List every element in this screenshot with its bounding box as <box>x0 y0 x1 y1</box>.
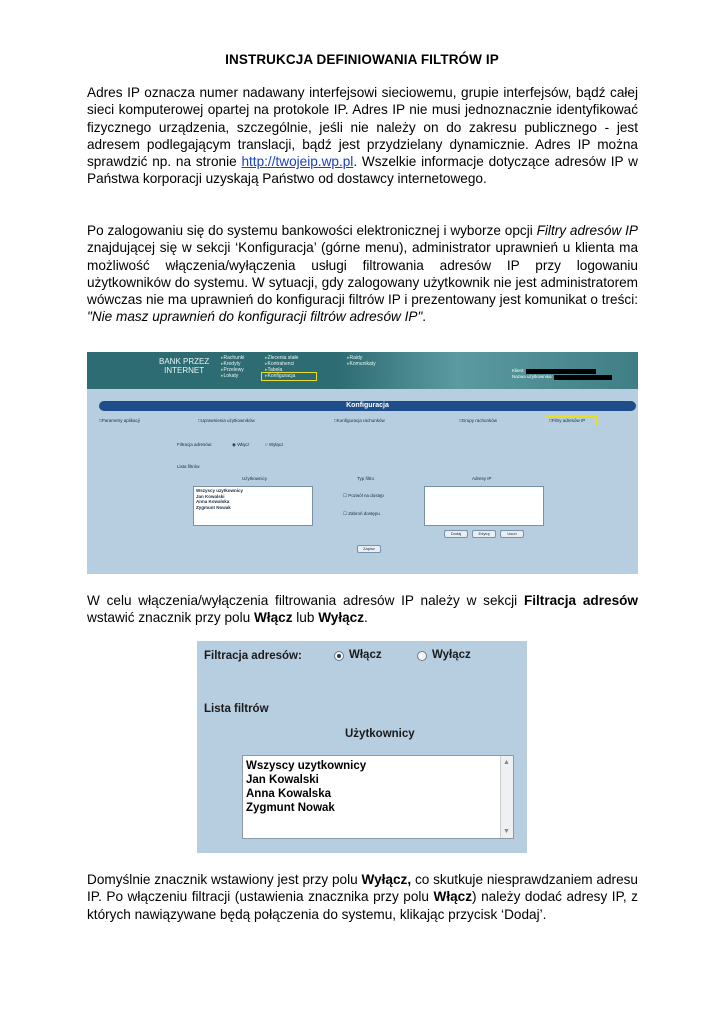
col-type: Typ filtru <box>357 476 375 481</box>
p2-text-middle: znajdującej się w sekcji ‘Konfiguracja’ (górne menu), administrator uprawnień u klienta ma możliwość włączenia/wyłączenia usługi filtrowania adresów IP przy logowaniu użytkowników do systemu. W sytuacji, gdy zalogowany użytkownik nie jest administratorem wówczas nie ma uprawnień do konfiguracji filtrów IP i prezentowany jest komunikat o treści: <box>87 240 638 308</box>
zoom-users-header: Użytkownicy <box>345 728 415 740</box>
col-ip: Adresy IP <box>472 476 492 481</box>
menu-item-tabela[interactable]: ▸ Tabela <box>265 367 298 373</box>
list-item[interactable]: Jan Kowalski <box>246 774 319 786</box>
zoom-on-label: Włącz <box>349 649 382 661</box>
col-users: Użytkownicy <box>242 476 268 481</box>
scroll-up-icon[interactable]: ▲ <box>503 759 510 766</box>
users-list[interactable] <box>193 486 313 526</box>
section-title-bar: Konfiguracja <box>99 401 636 411</box>
list-item[interactable]: Zygmunt Nowak <box>196 504 231 510</box>
ip-list[interactable] <box>424 486 544 526</box>
p1-text: Adres IP oznacza numer nadawany interfejsowi sieciowemu, grupie interfejsów, bądź całej sieci komputerowej opartej na protokole IP. Adres IP nie musi jednoznacznie identyfikować fizycznego urządzenia, szczególnie, jeśli nie należy on do zakresu publicznego - jest adresem podlegającym translacji, bądź jest przydzielany dynamicznie. Adres IP można sprawdzić np. na stronie <box>87 85 638 170</box>
list-item[interactable]: Anna Kowalska <box>196 499 230 504</box>
allow-checkbox[interactable]: ☐ Pozwól na dostęp <box>343 493 384 498</box>
radio-off[interactable]: ○ Wyłącz <box>265 442 284 447</box>
zoom-radio-off[interactable] <box>417 651 427 661</box>
app-header <box>87 352 638 389</box>
list-item[interactable]: Anna Kowalska <box>246 788 331 800</box>
zoom-users-list[interactable] <box>242 755 514 839</box>
twojeip-link[interactable]: http://twojeip.wp.pl <box>241 154 354 170</box>
menu-column-3 <box>347 355 376 367</box>
menu-item-lokaty[interactable]: ▸ Lokaty <box>221 373 244 379</box>
zoom-radio-on[interactable] <box>334 651 344 661</box>
radio-on[interactable]: ◉ Włącz <box>232 442 250 447</box>
tab-filtry-ip[interactable]: □ Filtry adresów IP <box>549 418 585 423</box>
paragraph-default-setting: Domyślnie znacznik wstawiony jest przy polu Wyłącz, co skutkuje niesprawdzaniem adresu IP. Po włączeniu filtracji (ustawienia znacznika przy polu Włącz) należy dodać adresy IP, z których nawiązywane będą połączenia do systemu, klikając przycisk ‘Dodaj’. <box>87 872 638 922</box>
menu-item-kredyty[interactable]: ▸ Kredyty <box>221 361 244 367</box>
client-info: Klient: Nazwa użytkownika: <box>512 368 638 380</box>
filter-zoom-screenshot <box>197 641 527 853</box>
filtry-tab-highlight <box>545 416 597 426</box>
edit-button[interactable]: Edytuj <box>472 530 496 538</box>
p2-option-name: Filtry adresów IP <box>536 223 638 238</box>
list-scrollbar[interactable] <box>500 756 513 838</box>
menu-column-1 <box>221 355 244 379</box>
document-title: INSTRUKCJA DEFINIOWANIA FILTRÓW IP <box>225 52 499 67</box>
menu-item-zlecenia[interactable]: ▸ Zlecenia stałe <box>265 355 298 361</box>
tab-parametry[interactable]: □ Parametry aplikacji <box>99 418 140 423</box>
zoom-off-label: Wyłącz <box>432 649 471 661</box>
menu-item-przelewy[interactable]: ▸ Przelewy <box>221 367 244 373</box>
menu-item-konfiguracja[interactable]: ▸ Konfiguracja <box>265 373 298 379</box>
filter-label: Filtracja adresów: <box>177 442 213 447</box>
delete-button[interactable]: Usuń <box>500 530 524 538</box>
paragraph-ip-definition <box>87 84 638 188</box>
tab-uprawnienia[interactable]: □ Uprawnienia użytkowników <box>198 418 255 423</box>
add-button[interactable]: Dodaj <box>444 530 468 538</box>
menu-item-rachunki[interactable]: ▸ Rachunki <box>221 355 244 361</box>
p2-text-end: . <box>422 309 427 325</box>
zoom-list-label: Lista filtrów <box>204 703 269 715</box>
p2-text: Po zalogowaniu się do systemu bankowości elektronicznej i wyborze opcji <box>87 223 537 238</box>
menu-item-komunikaty[interactable]: ▸ Komunikaty <box>347 361 376 367</box>
config-screenshot <box>87 352 638 574</box>
zoom-filter-label: Filtracja adresów: <box>204 650 302 662</box>
p2-message: "Nie masz uprawnień do konfiguracji filtrów adresów IP" <box>87 309 423 325</box>
deny-checkbox[interactable]: ☐ Zabroń dostępu <box>343 511 380 516</box>
list-label: Lista filtrów <box>177 464 200 469</box>
paragraph-login-config <box>87 222 638 326</box>
list-item[interactable]: Wszyscy uzytkownicy <box>196 488 244 493</box>
bank-logo: BANK PRZEZ INTERNET <box>159 357 210 375</box>
paragraph-filter-toggle: W celu włączenia/wyłączenia filtrowania adresów IP należy w sekcji Filtracja adresów wstawić znacznik przy polu Włącz lub Wyłącz. <box>87 593 639 626</box>
menu-item-kontrahenci[interactable]: ▸ Kontrahenci <box>265 361 298 367</box>
save-button[interactable]: Zapisz <box>357 545 381 553</box>
p1-text-end: . Wszelkie informacje dotyczące adresów IP w Państwa korporacji uzyskają Państwo od dostawcy internetowego. <box>87 154 638 187</box>
list-item[interactable]: Wszyscy uzytkownicy <box>246 760 367 772</box>
list-item[interactable]: Zygmunt Nowak <box>246 802 335 814</box>
menu-item-raidy[interactable]: ▸ Raidy <box>347 355 376 361</box>
scroll-down-icon[interactable]: ▼ <box>503 828 510 835</box>
tab-konfiguracja-rachunkow[interactable]: □ Konfiguracja rachunków <box>334 418 385 423</box>
tab-grupy-rachunkow[interactable]: □ Grupy rachunków <box>459 418 497 423</box>
konfiguracja-highlight <box>261 372 317 381</box>
list-item[interactable]: Jan Kowalski <box>196 493 225 499</box>
